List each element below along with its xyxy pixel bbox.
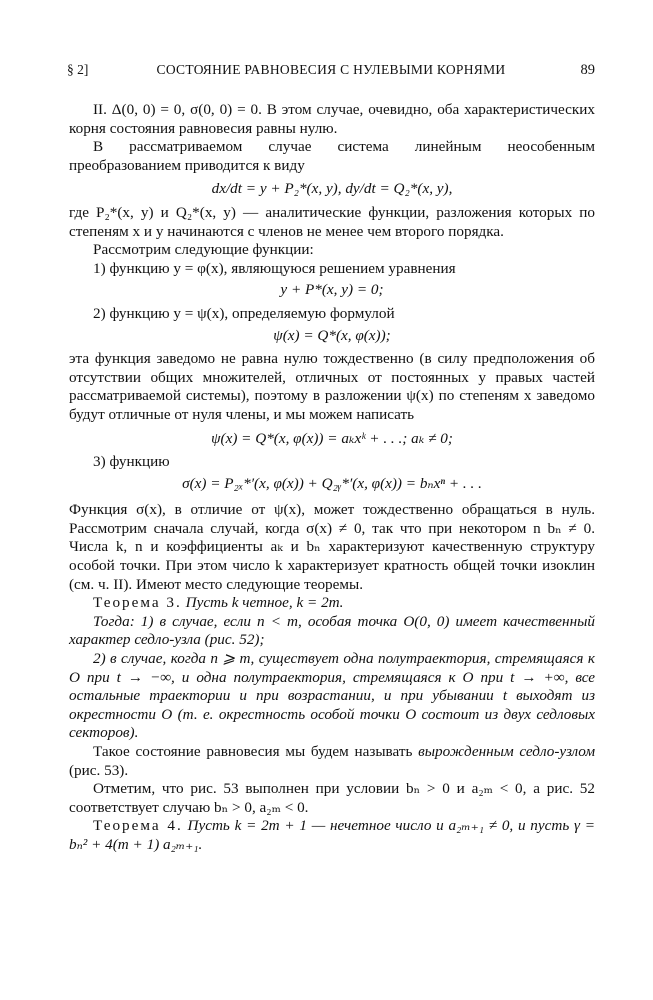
page-number: 89: [580, 62, 595, 78]
equation-psi: ψ(x) = Q*(x, φ(x));: [273, 326, 391, 344]
equation-psi-series: ψ(x) = Q*(x, φ(x)) = aₖxᵏ + . . .; aₖ ≠ 0;: [211, 429, 453, 447]
list-item-3: 3) функцию: [93, 453, 170, 471]
degenerate-term: вырожденным седло-узлом: [418, 743, 596, 760]
degenerate-text-c: (рис. 53).: [69, 761, 129, 779]
list-item-2: 2) функцию y = ψ(x), определяемую формулой: [93, 304, 395, 322]
paragraph-sigma-function: Функция σ(x), в отличие от ψ(x), может тождественно обращаться в нуль. Рассмотрим сначала случай, когда σ(x) ≠ 0, так что при некотором n bₙ ≠ 0. Числа k, n и коэффициенты aₖ и bₙ характеризуют качественную структуру особой точки. При этом число k характеризует кратность общей точки изоклин (см. ч. II). Имеют место следующие теоремы.: [69, 501, 595, 593]
equation-sigma: σ(x) = P₂ₓ*′(x, φ(x)) + Q₂ᵧ*′(x, φ(x)) = bₙxⁿ + . . .: [182, 474, 482, 492]
paragraph-figures-note: Отметим, что рис. 53 выполнен при условии bₙ > 0 и a₂ₘ < 0, а рис. 52 соответствует случаю bₙ > 0, a₂ₘ < 0.: [69, 780, 595, 816]
paragraph-transformation: В рассматриваемом случае система линейным неособенным преобразованием приводится к виду: [69, 138, 595, 174]
theorem-3-case-1: Тогда: 1) в случае, если n < m, особая точка O(0, 0) имеет качественный характер седло-узла (рис. 52);: [69, 612, 595, 649]
list-item-1: 1) функцию y = φ(x), являющуюся решением уравнения: [93, 259, 456, 277]
theorem-3-label: Теорема 3.: [93, 594, 182, 612]
theorem-3-statement: [69, 594, 595, 613]
paragraph-case-ii: II. Δ(0, 0) = 0, σ(0, 0) = 0. В этом случае, очевидно, оба характеристических корня состояния равновесия равны нулю.: [69, 101, 595, 137]
paragraph-psi-expansion: эта функция заведомо не равна нулю тождественно (в силу предположения об отсутствии общих множителей, отличных от постоянных у правых частей рассматриваемой системы), поэтому в разложении ψ(x) по степеням x заведомо будут отличные от нуля члены, и мы можем написать: [69, 350, 595, 423]
running-header: [67, 61, 595, 81]
theorem-4-hypothesis: Пусть k = 2m + 1 — нечетное число и a₂ₘ₊₁ ≠ 0, и пусть γ = bₙ² + 4(m + 1) a₂ₘ₊₁.: [69, 817, 595, 853]
degenerate-text-a: Такое состояние равновесия мы будем называть: [93, 743, 419, 760]
paragraph-analytic-functions: где P₂*(x, y) и Q₂*(x, y) — аналитические функции, разложения которых по степеням x и y начинаются с членов не менее чем второго порядка.: [69, 203, 595, 240]
paragraph-consider-functions: Рассмотрим следующие функции:: [93, 241, 314, 259]
theorem-4-label: Теорема 4.: [93, 817, 183, 835]
equation-system: dx/dt = y + P₂*(x, y), dy/dt = Q₂*(x, y),: [211, 180, 453, 198]
equation-phi: y + P*(x, y) = 0;: [280, 281, 384, 299]
paragraph-degenerate-saddle-node: [69, 743, 595, 780]
theorem-3-hypothesis: Пусть k четное, k = 2m.: [185, 594, 344, 612]
theorem-3-case-2: 2) в случае, когда n ⩾ m, существует одна полутраектория, стремящаяся к O при t → −∞, и одна полутраектория, стремящаяся к O при t → +∞, все остальные траектории и при возрастании, и при убывании t выходят из окрестности O (т. е. окрестность особой точки O состоит из двух седловых секторов).: [69, 650, 595, 742]
running-title: СОСТОЯНИЕ РАВНОВЕСИЯ С НУЛЕВЫМИ КОРНЯМИ: [156, 62, 506, 77]
theorem-4-statement: [69, 817, 595, 854]
section-reference: § 2]: [67, 62, 89, 77]
page-body: [69, 101, 595, 855]
